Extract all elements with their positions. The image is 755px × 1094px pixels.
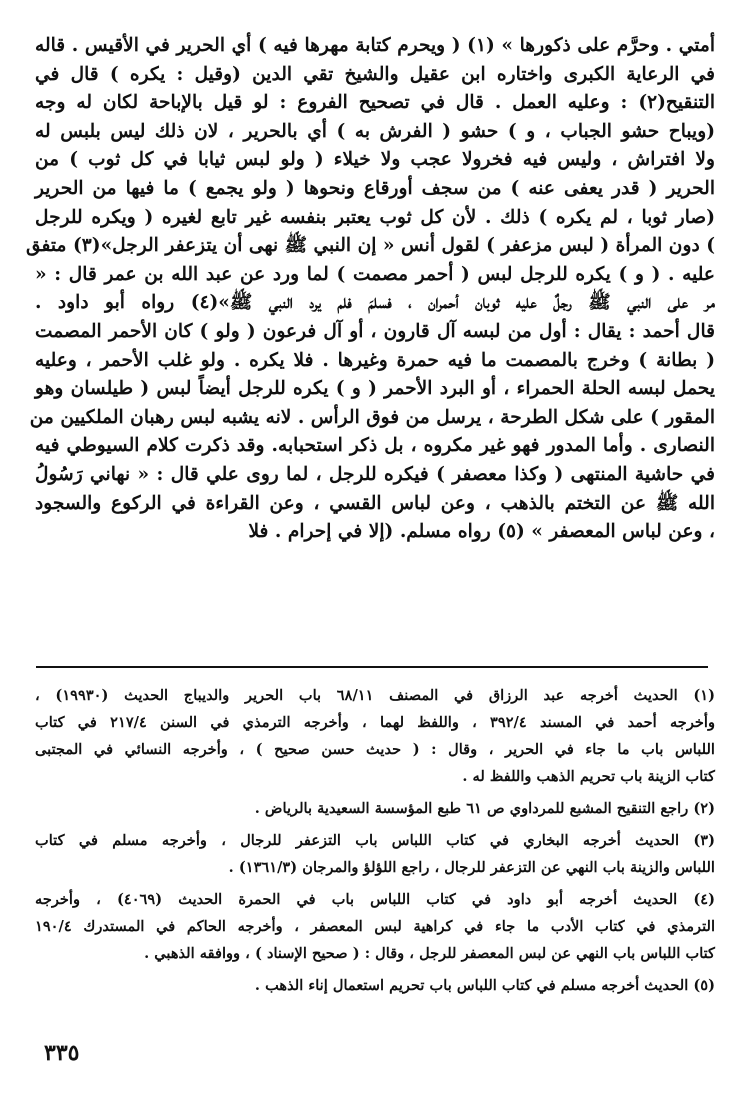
text-line: في الرعاية الكبرى واختاره ابن عقيل والشيخ تقي الدين (وقيل : يكره ) قال في: [35, 63, 715, 85]
footnote-line: الترمذي في كتاب الأدب ما جاء في كراهية لبس المعصفر ، وأخرجه الحاكم في المستدرك ١٩٠/٤: [35, 918, 715, 935]
text-line: في حاشية المنتهى ( وكذا معصفر ) فيكره للرجل ، لما روى علي قال : « نهاني رَسُولُ: [35, 463, 715, 485]
footnote-4: [35, 886, 715, 967]
main-text: [26, 32, 715, 547]
footnote-divider: [36, 666, 708, 668]
footnotes: [35, 682, 715, 1004]
footnote-3: [35, 827, 715, 881]
text-line: أمتي . وحرَّم على ذكورها » (١) ( ويحرم كتابة مهرها فيه ) أي الحرير في الأقيس . قاله: [35, 35, 715, 56]
footnote-line: اللباس والزينة باب النهي عن التزعفر للرجال ، راجع اللؤلؤ والمرجان (١٣٦١/٣) .: [228, 859, 715, 876]
footnote-line: كتاب اللباس باب النهي عن لبس المعصفر للرجل ، وقال : ( صحيح الإسناد ) ، ووافقه الذهبي .: [144, 945, 715, 962]
text-line: الله ﷺ عن التختم بالذهب ، وعن لباس القسي ، وعن القراءة في الركوع والسجود: [35, 492, 715, 514]
text-line: عليه . ( و ) يكره للرجل لبس ( أحمر مصمت ) لما ورد عن عبد الله بن عمر قال : «: [35, 263, 715, 285]
footnote-line: (٤) الحديث أخرجه أبو داود في كتاب اللباس باب في الحمرة الحديث (٤٠٦٩) ، وأخرجه: [35, 891, 715, 908]
text-line: (ويباح حشو الجباب ، و ) حشو ( الفرش به ) أي بالحرير ، لان ذلك ليس بلبس له: [35, 120, 715, 142]
footnote-line: (٥) الحديث أخرجه مسلم في كتاب اللباس باب تحريم استعمال إناء الذهب .: [254, 977, 715, 994]
text-line: ( بطانة ) وخرج بالمصمت ما فيه حمرة وغيرها . فلا يكره . ولو غلب الأحمر ، وعليه: [35, 349, 715, 371]
footnote-line: كتاب الزينة باب تحريم الذهب واللفظ له .: [462, 768, 715, 785]
text-line: قال أحمد : يقال : أول من لبسه آل قارون ، أو آل فرعون ( ولو ) كان الأحمر المصمت: [35, 320, 715, 342]
text-line: المقور ) على شكل الطرحة ، يرسل من فوق الرأس . لانه يشبه لبس رهبان الملكيين من: [29, 406, 715, 428]
page-number: ٣٣٥: [44, 1040, 80, 1066]
text-line: الحرير ( قدر يعفى عنه ) من سجف أورقاع ونحوها ( ولو يجمع ) ما فيها من الحرير: [35, 177, 715, 199]
footnote-line: (٣) الحديث أخرجه البخاري في كتاب اللباس باب التزعفر للرجال ، وأخرجه مسلم في كتاب: [35, 832, 715, 849]
footnote-line: وأخرجه أحمد في المسند ٣٩٢/٤ ، واللفظ لهما ، وأخرجه الترمذي في السنن ٢١٧/٤ في كتاب: [35, 714, 715, 731]
text-line: ولا افتراش ، وليس فيه فخرولا عجب ولا خيلاء ( ولو لبس ثيابا في كل ثوب ) من: [35, 149, 715, 171]
text-line: مر على النبي ﷺ رجلٌ عليه ثوبان أحمران ، فسلمَ فلم يرد النبي ﷺ»(٤) رواه أبو داود .: [35, 292, 715, 314]
footnote-line: اللباس باب ما جاء في الحرير ، وقال : ( حديث حسن صحيح ) ، وأخرجه النسائي في المجتبى: [35, 741, 715, 758]
text-line: التنقيح(٢) : وعليه العمل . قال في تصحيح الفروع : لو قيل بالإباحة لكان له وجه: [35, 92, 715, 114]
text-line: (صار ثوبا ، لم يكره ) ذلك . لأن كل ثوب يعتبر بنفسه غير تابع لغيره ( ويكره للرجل: [35, 206, 715, 228]
footnote-line: (٢) راجع التنقيح المشبع للمرداوي ص ٦١ طبع المؤسسة السعيدية بالرياض .: [254, 800, 715, 817]
footnote-1: [35, 682, 715, 790]
text-line: يحمل لبسه الحلة الحمراء ، أو البرد الأحمر ( و ) يكره للرجل أيضاً لبس ( طيلسان وهو: [35, 378, 715, 400]
footnote-2: [35, 795, 715, 822]
text-line: ) دون المرأة ( لبس مزعفر ) لقول أنس « إن النبي ﷺ نهى أن يتزعفر الرجل»(٣) متفق: [26, 235, 715, 257]
text-line: ، وعن لباس المعصفر » (٥) رواه مسلم. (إلا في إحرام . فلا: [248, 521, 715, 543]
footnote-line: (١) الحديث أخرجه عبد الرزاق في المصنف ٦٨/١١ باب الحرير والديباج الحديث (١٩٩٣٠) ،: [35, 687, 715, 704]
text-line: النصارى . وأما المدور فهو غير مكروه ، بل ذكر استحبابه. وقد ذكرت كلام السيوطي فيه: [35, 435, 715, 457]
footnote-5: [35, 972, 715, 999]
